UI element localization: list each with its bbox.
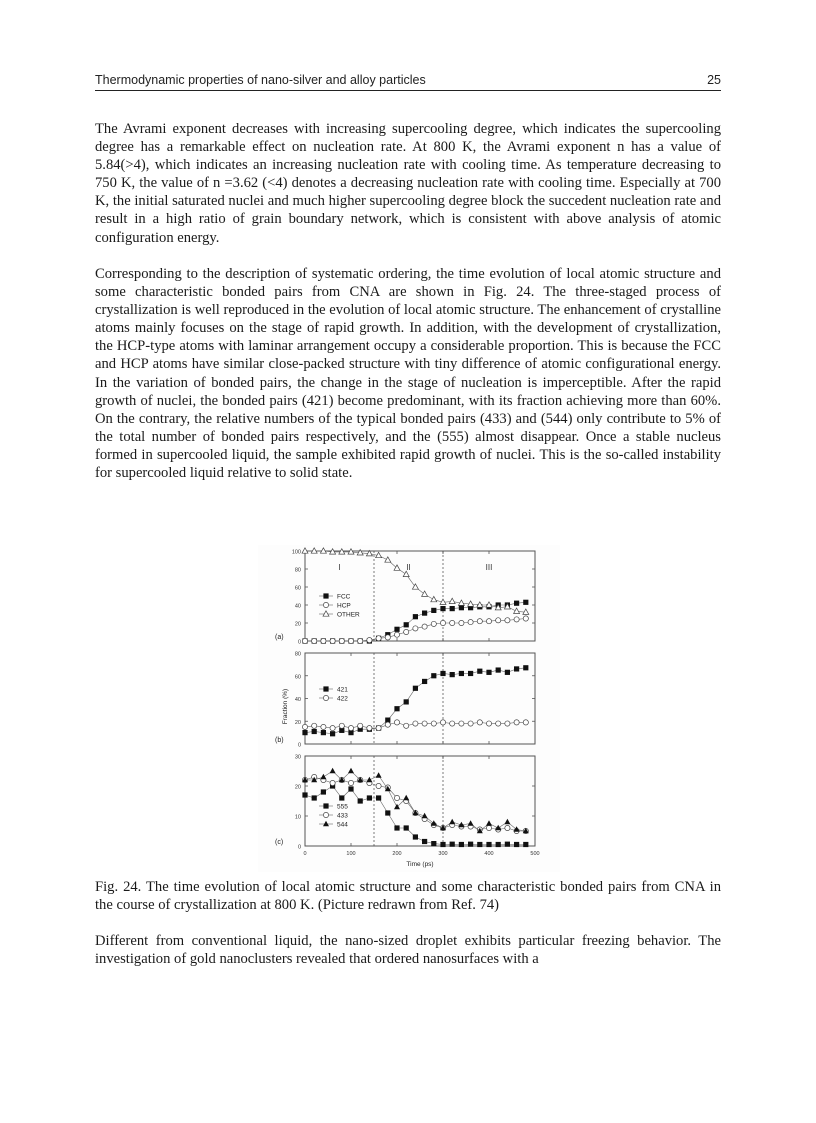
svg-text:(a): (a) [275, 634, 284, 641]
svg-text:40: 40 [294, 697, 301, 703]
svg-text:0: 0 [297, 844, 301, 851]
svg-text:10: 10 [294, 814, 301, 821]
running-title: Thermodynamic properties of nano-silver and alloy particles [95, 73, 426, 87]
figure-caption: Fig. 24. The time evolution of local atomic structure and some characteristic bonded pairs from CNA in the course of crystallization at 800 K. (Picture redrawn from Ref. 74) [95, 879, 721, 914]
svg-text:80: 80 [294, 567, 301, 574]
svg-text:II: II [406, 563, 411, 572]
svg-text:80: 80 [294, 651, 301, 658]
svg-text:HCP: HCP [337, 602, 351, 610]
y-axis-label: Fraction (%) [282, 688, 289, 725]
svg-text:300: 300 [438, 851, 448, 857]
svg-text:433: 433 [337, 812, 348, 820]
svg-text:500: 500 [530, 851, 540, 857]
svg-text:I: I [338, 563, 341, 572]
svg-text:40: 40 [294, 603, 301, 610]
svg-text:100: 100 [346, 851, 356, 857]
svg-text:FCC: FCC [337, 593, 351, 601]
body-paragraph-2: Corresponding to the description of systematic ordering, the time evolution of local atomic structure and some characteristic bonded pairs from CNA are shown in Fig. 24. The three-staged process of crystallization is well reproduced in the evolution of local atomic structure. The enhancement of crystalline atoms mainly focuses on the stage of rapid growth. In addition, with the development of crystallization, the HCP-type atoms with laminar arrangement occupy a considerable proportion. This is because the FCC and HCP atoms have similar close-packed structure with tiny difference of atomic configurational energy. In the variation of bonded pairs, the change in the stage of nucleation is imperceptible. After the rapid growth of nuclei, the bonded pairs (421) become predominant, with its fraction achieving more than 60%. On the contrary, the relative numbers of the typical bonded pairs (433) and (544) only contribute to 5% of the total number of bonded pairs respectively, and the (555) almost disappear. Once a stable nucleus formed in supercooled liquid, the sample exhibited rapid growth of nuclei. This is the so-called instability for supercooled liquid relative to solid state. [95, 266, 721, 482]
svg-text:30: 30 [294, 754, 301, 761]
svg-text:0: 0 [303, 851, 307, 857]
body-paragraph-1: The Avrami exponent decreases with increasing supercooling degree, which indicates the supercooling degree has a remarkable effect on nucleation rate. At 800 K, the Avrami exponent n has a value of 5.84(>4), which indicates an increasing nucleation rate with cooling time. As temperature decreasing to 750 K, the value of n =3.62 (<4) denotes a decreasing nucleation rate with cooling time. Especially at 700 K, the initial saturated nuclei and much higher supercooling degree block the succedent nucleation rate and result in a high ratio of grain boundary network, which is consistent with above analysis of atomic configuration energy. [95, 121, 721, 246]
svg-text:555: 555 [337, 803, 348, 811]
svg-text:400: 400 [484, 851, 494, 857]
svg-text:200: 200 [392, 851, 402, 857]
svg-text:(c): (c) [275, 839, 284, 846]
svg-text:20: 20 [294, 719, 301, 726]
svg-text:0: 0 [297, 639, 301, 646]
svg-text:100: 100 [291, 549, 301, 556]
running-header [95, 72, 721, 91]
x-axis-label: Time (ps) [406, 861, 434, 868]
page-number: 25 [707, 73, 721, 87]
svg-text:422: 422 [337, 695, 348, 703]
svg-text:III: III [485, 563, 493, 572]
svg-text:60: 60 [294, 674, 301, 681]
svg-text:421: 421 [337, 686, 348, 694]
svg-text:(b): (b) [275, 737, 284, 744]
svg-text:544: 544 [337, 821, 348, 829]
svg-text:60: 60 [294, 585, 301, 592]
svg-text:20: 20 [294, 621, 301, 628]
figure-24 [258, 545, 560, 872]
figure-24-chart [258, 545, 560, 872]
svg-text:OTHER: OTHER [337, 611, 360, 619]
svg-text:0: 0 [297, 742, 301, 749]
body-paragraph-3: Different from conventional liquid, the nano-sized droplet exhibits particular freezing behavior. The investigation of gold nanoclusters revealed that ordered nanosurfaces with a [95, 933, 721, 968]
svg-text:20: 20 [294, 784, 301, 791]
